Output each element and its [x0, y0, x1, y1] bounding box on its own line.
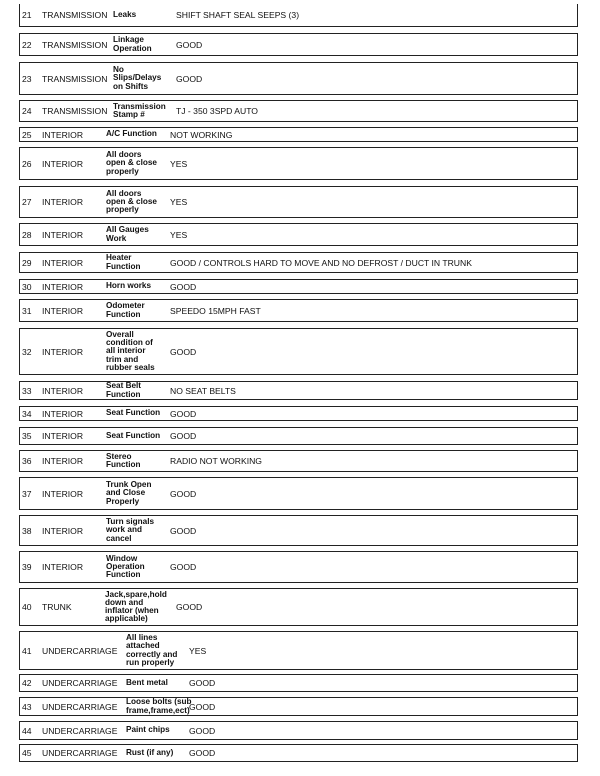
row-category: INTERIOR	[42, 158, 84, 169]
row-result: GOOD	[176, 39, 203, 50]
row-item: Overall condition of all interior trim and rubber seals	[106, 329, 155, 372]
row-item: Rust (if any)	[126, 747, 174, 757]
row-number: 26	[22, 158, 32, 169]
row-number: 38	[22, 525, 32, 536]
row-result: GOOD	[176, 73, 203, 84]
row-number: 21	[22, 10, 32, 20]
row-item: Jack,spare,hold down and inflator (when applicable)	[105, 589, 167, 624]
row-result: NO SEAT BELTS	[170, 385, 236, 396]
row-number: 35	[22, 431, 32, 441]
row-item: Bent metal	[126, 677, 168, 687]
row-category: INTERIOR	[42, 488, 84, 499]
table-row	[19, 4, 578, 27]
row-category: INTERIOR	[42, 281, 84, 292]
row-category: INTERIOR	[42, 197, 84, 207]
row-number: 24	[22, 106, 32, 116]
row-category: TRANSMISSION	[42, 39, 108, 50]
table-row	[19, 62, 578, 95]
row-result: GOOD	[189, 701, 216, 712]
row-number: 31	[22, 305, 32, 316]
table-row	[19, 186, 578, 218]
row-number: 40	[22, 602, 32, 612]
table-row	[19, 279, 578, 294]
row-item: Trunk Open and Close Properly	[106, 480, 152, 506]
row-category: UNDERCARRIAGE	[42, 748, 118, 758]
row-number: 34	[22, 408, 32, 419]
row-category: INTERIOR	[42, 431, 84, 441]
row-category: INTERIOR	[42, 562, 84, 572]
row-result: SPEEDO 15MPH FAST	[170, 305, 261, 316]
row-category: INTERIOR	[42, 129, 84, 140]
row-item: Turn signals work and cancel	[106, 517, 155, 543]
table-row	[19, 147, 578, 180]
table-row	[19, 744, 578, 762]
table-row	[19, 674, 578, 692]
row-number: 25	[22, 129, 32, 140]
row-category: INTERIOR	[42, 456, 84, 466]
row-item: Paint chips	[126, 725, 170, 735]
row-number: 42	[22, 678, 32, 688]
row-category: TRUNK	[42, 602, 72, 612]
table-row	[19, 100, 578, 122]
row-result: SHIFT SHAFT SEAL SEEPS (3)	[176, 10, 300, 20]
row-number: 29	[22, 257, 32, 268]
table-row	[19, 328, 578, 375]
row-number: 45	[22, 748, 32, 758]
row-item: No Slips/Delays on Shifts	[113, 65, 162, 91]
row-item: Odometer Function	[106, 301, 145, 319]
row-item: Window Operation Function	[106, 553, 145, 580]
table-row	[19, 252, 578, 273]
row-result: GOOD	[170, 431, 197, 441]
table-row	[19, 381, 578, 400]
row-result: GOOD	[189, 725, 216, 736]
table-row	[19, 551, 578, 583]
row-category: UNDERCARRIAGE	[42, 678, 118, 688]
row-category: TRANSMISSION	[42, 10, 108, 20]
row-item: Linkage Operation	[113, 35, 152, 53]
row-category: TRANSMISSION	[42, 73, 108, 84]
row-result: TJ - 350 3SPD AUTO	[176, 106, 258, 116]
row-result: GOOD	[170, 525, 197, 536]
row-result: GOOD	[170, 488, 197, 499]
table-row	[19, 427, 578, 445]
row-number: 37	[22, 488, 32, 499]
row-item: Heater Function	[106, 253, 141, 271]
row-number: 28	[22, 229, 32, 240]
row-result: YES	[189, 645, 207, 656]
row-number: 39	[22, 562, 32, 572]
row-item: Seat Belt Function	[106, 381, 142, 399]
row-item: A/C Function	[106, 129, 157, 139]
row-item: Stereo Function	[106, 451, 141, 469]
row-result: RADIO NOT WORKING	[170, 456, 262, 466]
row-category: UNDERCARRIAGE	[42, 701, 118, 712]
row-result: YES	[170, 197, 188, 207]
row-category: TRANSMISSION	[42, 106, 108, 116]
row-number: 33	[22, 385, 32, 396]
row-category: UNDERCARRIAGE	[42, 645, 118, 656]
row-category: UNDERCARRIAGE	[42, 725, 118, 736]
row-number: 27	[22, 197, 32, 207]
row-number: 23	[22, 73, 32, 84]
row-category: INTERIOR	[42, 408, 84, 419]
row-item: Seat Function	[106, 430, 161, 440]
table-row	[19, 223, 578, 246]
row-number: 43	[22, 701, 32, 712]
row-item: All Gauges Work	[106, 225, 149, 243]
table-row	[19, 697, 578, 716]
row-number: 36	[22, 456, 32, 466]
row-number: 32	[22, 346, 32, 357]
row-result: NOT WORKING	[170, 129, 233, 140]
table-row	[19, 721, 578, 740]
row-category: INTERIOR	[42, 385, 84, 396]
row-result: GOOD / CONTROLS HARD TO MOVE AND NO DEFROST / DUCT IN TRUNK	[170, 257, 472, 268]
row-item: All doors open & close properly	[106, 150, 157, 176]
table-row	[19, 33, 578, 56]
row-category: INTERIOR	[42, 229, 84, 240]
row-category: INTERIOR	[42, 305, 84, 316]
row-item: All doors open & close properly	[106, 188, 157, 215]
row-item: Horn works	[106, 281, 152, 291]
table-row	[19, 477, 578, 510]
row-category: INTERIOR	[42, 525, 84, 536]
table-row	[19, 515, 578, 546]
table-row	[19, 406, 578, 421]
table-row	[19, 127, 578, 142]
row-result: GOOD	[170, 408, 197, 419]
row-result: GOOD	[176, 602, 203, 612]
table-row	[19, 588, 578, 626]
row-category: INTERIOR	[42, 346, 84, 357]
row-result: GOOD	[170, 562, 197, 572]
row-result: GOOD	[170, 346, 197, 357]
row-item: All lines attached correctly and run properly	[126, 633, 178, 667]
row-number: 22	[22, 39, 32, 50]
row-category: INTERIOR	[42, 257, 84, 268]
table-row	[19, 299, 578, 322]
row-result: YES	[170, 229, 188, 240]
row-item: Loose bolts (sub frame,frame,ect)	[126, 697, 192, 715]
row-number: 30	[22, 281, 32, 292]
table-row	[19, 450, 578, 472]
row-result: GOOD	[189, 678, 216, 688]
row-number: 41	[22, 645, 32, 656]
row-item: Transmission Stamp #	[113, 101, 166, 119]
row-number: 44	[22, 725, 32, 736]
row-item: Seat Function	[106, 408, 161, 418]
row-result: GOOD	[189, 748, 216, 758]
row-result: YES	[170, 158, 188, 169]
row-result: GOOD	[170, 281, 197, 292]
table-row	[19, 631, 578, 670]
row-item: Leaks	[113, 9, 137, 19]
